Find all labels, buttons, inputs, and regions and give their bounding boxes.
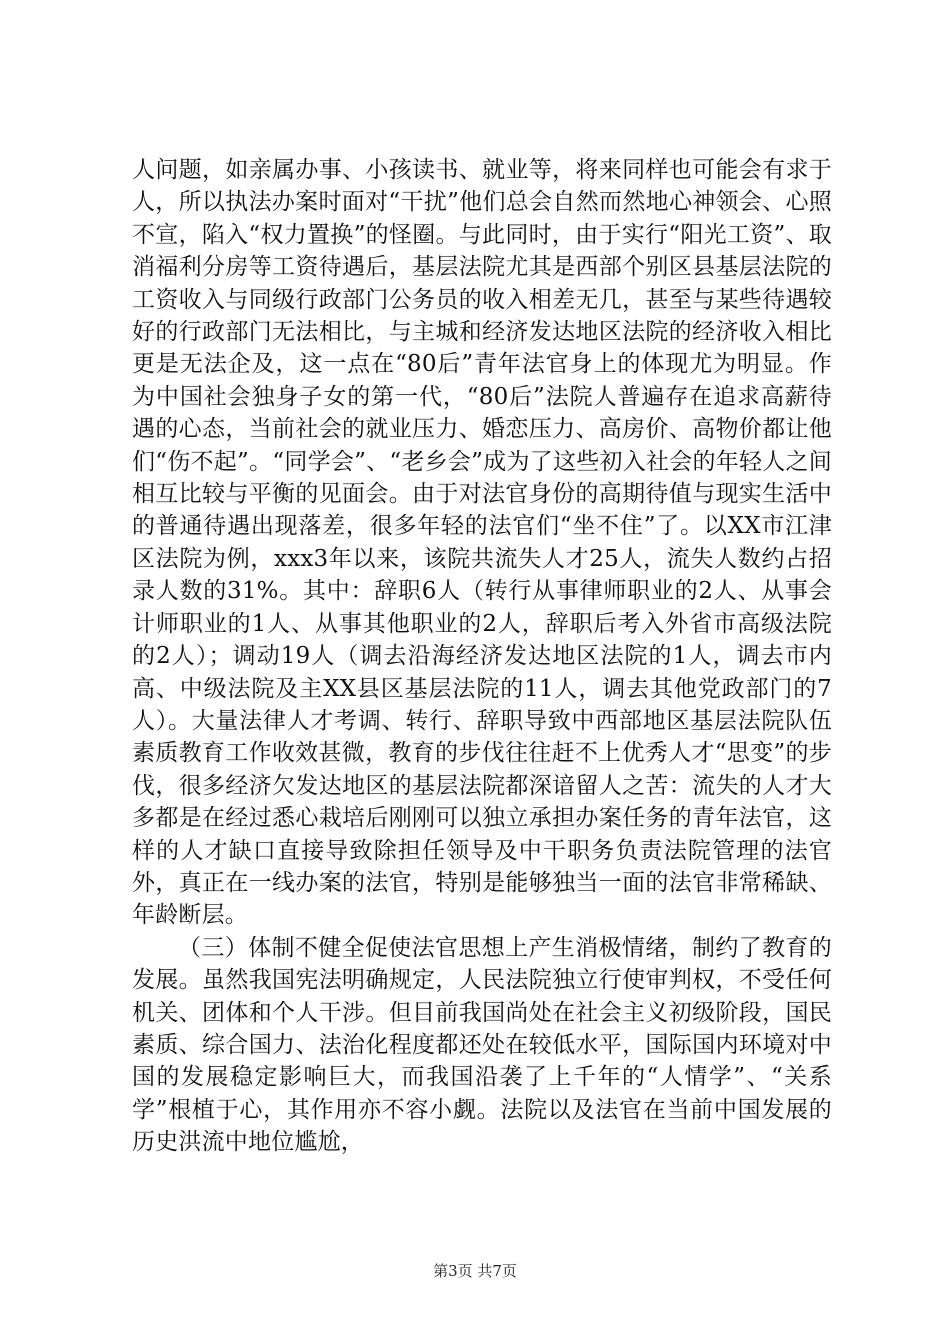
body-paragraph-1: 人问题，如亲属办事、小孩读书、就业等，将来同样也可能会有求于人，所以执法办案时面对“干扰”他们总会自然而然地心神领会、心照不宣，陷入“权力置换”的怪圈。与此同时，由于实行“阳光工资”、取消福利分房等工资待遇后，基层法院尤其是西部个别区县基层法院的工资收入与同级行政部门公务员的收入相差无几，甚至与某些待遇较好的行政部门无法相比，与主城和经济发达地区法院的经济收入相比更是无法企及，这一点在“80后”青年法官身上的体现尤为明显。作为中国社会独身子女的第一代，“80后”法院人普遍存在追求高薪待遇的心态，当前社会的就业压力、婚恋压力、高房价、高物价都让他们“伤不起”。“同学会”、“老乡会”成为了这些初入社会的年轻人之间相互比较与平衡的见面会。由于对法官身份的高期待值与现实生活中的普通待遇出现落差，很多年轻的法官们“坐不住”了。以XX市江津区法院为例，xxx3年以来，该院共流失人才25人，流失人数约占招录人数的31%。其中：辞职6人（转行从事律师职业的2人、从事会计师职业的1人、从事其他职业的2人，辞职后考入外省市高级法院的2人）；调动19人（调去沿海经济发达地区法院的1人，调去市内高、中级法院及主XX县区基层法院的11人，调去其他党政部门的7人）。大量法律人才考调、转行、辞职导致中西部地区基层法院队伍素质教育工作收效甚微，教育的步伐往往赶不上优秀人才“思变”的步伐，很多经济欠发达地区的基层法院都深谙留人之苦：流失的人才大多都是在经过悉心栽培后刚刚可以独立承担办案任务的青年法官，这样的人才缺口直接导致除担任领导及中干职务负责法院管理的法官外，真正在一线办案的法官，特别是能够独当一面的法官非常稀缺、年龄断层。 [132,157,832,929]
body-paragraph-2: （三）体制不健全促使法官思想上产生消极情绪，制约了教育的发展。虽然我国宪法明确规定，人民法院独立行使审判权，不受任何机关、团体和个人干涉。但目前我国尚处在社会主义初级阶段，国民素质、综合国力、法治化程度都还处在较低水平，国际国内环境对中国的发展稳定影响巨大，而我国沿袭了上千年的“人情学”、“关系学”根植于心，其作用亦不容小觑。法院以及法官在当前中国发展的历史洪流中地位尴尬， [132,934,832,1156]
document-body [132,154,832,1159]
page-footer: 第3页 共7页 [433,1262,517,1280]
